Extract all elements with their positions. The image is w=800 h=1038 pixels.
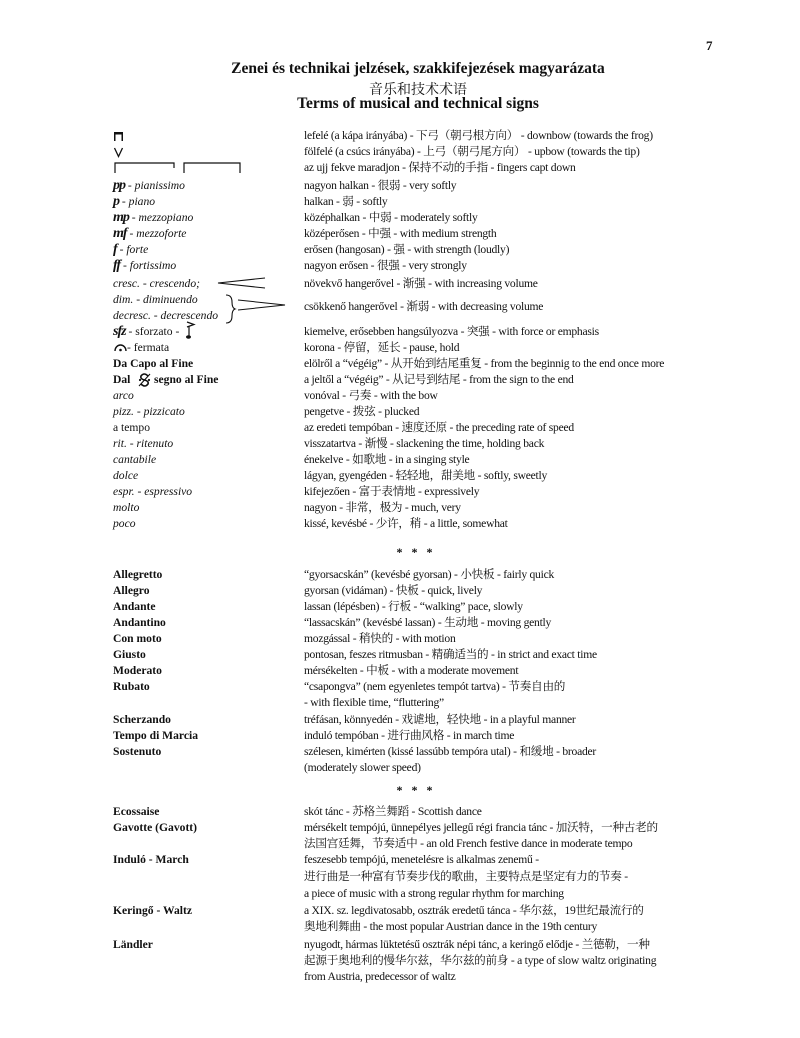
term-label: Allegretto (113, 568, 163, 581)
term-row-mezzopiano (0, 210, 800, 226)
accent-icon (186, 321, 196, 339)
term-desc: kissé, kevésbé - 少许，稍 - a little, somewhat (304, 517, 508, 530)
term-row-espressivo (0, 484, 800, 500)
term-desc: nagyon halkan - 很弱 - very softly (304, 179, 457, 192)
term-label: mp - mezzopiano (113, 210, 194, 225)
term-row-landler-cont2 (0, 969, 800, 985)
term-row-sostenuto-cont (0, 760, 800, 776)
term-desc: kifejezően - 富于表情地 - expressively (304, 485, 480, 498)
term-desc: lágyan, gyengéden - 轻轻地，甜美地 - softly, sweetly (304, 469, 548, 482)
term-desc: az ujj fekve maradjon - 保持不动的手指 - fingers capt down (304, 161, 576, 174)
term-desc: vonóval - 弓奏 - with the bow (304, 389, 438, 402)
term-label: pp - pianissimo (113, 178, 185, 193)
term-desc: lefelé (a kápa irányába) - 下弓（朝弓根方向） - downbow (towards the frog) (304, 129, 653, 142)
term-label: Allegro (113, 584, 150, 597)
term-label: ff - fortissimo (113, 258, 177, 273)
upbow-icon (114, 148, 123, 157)
term-desc: erősen (hangosan) - 强 - with strength (loudly) (304, 243, 510, 256)
term-desc: - with flexible time, “fluttering” (304, 696, 444, 709)
term-label: rit. - ritenuto (113, 437, 174, 450)
term-row-moderato (0, 663, 800, 679)
term-row-waltz-cont (0, 919, 800, 935)
term-desc: a piece of music with a strong regular rhythm for marching (304, 887, 564, 900)
term-row-gavotte (0, 820, 800, 836)
term-row-march-cont (0, 869, 800, 885)
term-label: sfz - sforzato - (113, 324, 180, 339)
term-label: Rubato (113, 680, 150, 693)
term-row-downbow (0, 128, 800, 144)
term-row-waltz (0, 903, 800, 919)
term-desc: pontosan, feszes ritmusban - 精确适当的 - in strict and exact time (304, 648, 597, 661)
term-row-fingers (0, 160, 800, 176)
downbow-icon (114, 132, 123, 141)
term-label: Giusto (113, 648, 146, 661)
term-label: poco (113, 517, 136, 530)
term-row-scherzando (0, 712, 800, 728)
term-desc: középhalkan - 中弱 - moderately softly (304, 211, 478, 224)
term-row-arco (0, 388, 800, 404)
term-label: Andantino (113, 616, 166, 629)
term-label: Tempo di Marcia (113, 729, 199, 742)
term-desc: “csapongva” (nem egyenletes tempót tartva) - 节奏自由的 (304, 680, 566, 693)
term-label: molto (113, 501, 140, 514)
term-desc: mozgással - 稍快的 - with motion (304, 632, 456, 645)
term-label: dolce (113, 469, 139, 482)
term-desc: énekelve - 如歌地 - in a singing style (304, 453, 470, 466)
term-label: Keringő - Waltz (113, 904, 192, 917)
term-row-upbow (0, 144, 800, 160)
term-label: Sostenuto (113, 745, 162, 758)
term-desc: induló tempóban - 进行曲风格 - in march time (304, 729, 515, 742)
term-desc: gyorsan (vidáman) - 快板 - quick, lively (304, 584, 483, 597)
term-desc: az eredeti tempóban - 速度还原 - the preceding rate of speed (304, 421, 574, 434)
term-label: dim. - diminuendo (113, 293, 198, 306)
term-row-giusto (0, 647, 800, 663)
page-number: 7 (706, 38, 713, 53)
term-label: a tempo (113, 421, 151, 434)
term-desc: nyugodt, hármas lüktetésű osztrák népi tánc, a keringő elődje - 兰德勒，一种 (304, 938, 650, 951)
term-row-poco (0, 516, 800, 532)
term-desc: “gyorsacskán” (kevésbé gyorsan) - 小快板 - fairly quick (304, 568, 555, 581)
term-row-gavotte-cont (0, 836, 800, 852)
crescendo-hairpin-icon (218, 278, 266, 288)
term-label: cantabile (113, 453, 157, 466)
term-label: Dal (113, 373, 131, 386)
term-label: Scherzando (113, 713, 171, 726)
term-row-march-cont2 (0, 886, 800, 902)
term-row-con-moto (0, 631, 800, 647)
term-desc: tréfásan, könnyedén - 戏谑地，轻快地 - in a playful manner (304, 713, 576, 726)
term-desc: korona - 停留，延长 - pause, hold (304, 341, 460, 354)
term-label: p - piano (113, 194, 156, 209)
title-english: Terms of musical and technical signs (297, 95, 539, 112)
term-row-fortissimo (0, 258, 800, 274)
term-desc: mérsékelten - 中板 - with a moderate movement (304, 664, 519, 677)
term-row-molto (0, 500, 800, 516)
term-label: Moderato (113, 664, 162, 677)
segno-icon (138, 373, 151, 387)
term-label: Ecossaise (113, 805, 160, 818)
term-row-pianissimo (0, 178, 800, 194)
term-row-forte (0, 242, 800, 258)
term-desc: 起源于奥地利的慢华尔兹，华尔兹的前身 - a type of slow waltz originating (304, 954, 657, 967)
term-desc: pengetve - 拨弦 - plucked (304, 405, 420, 418)
term-desc: visszatartva - 渐慢 - slackening the time, holding back (304, 437, 545, 450)
title-chinese: 音乐和技术术语 (369, 82, 467, 98)
term-row-sforzato (0, 324, 800, 340)
fingers-bracket-icon (114, 162, 242, 174)
term-desc: lassan (lépésben) - 行板 - “walking” pace, slowly (304, 600, 523, 613)
term-label: espr. - espressivo (113, 485, 193, 498)
term-row-fermata (0, 340, 800, 356)
term-row-andante (0, 599, 800, 615)
term-desc: from Austria, predecessor of waltz (304, 970, 456, 983)
term-desc: elölről a “végéig” - 从开始到结尾重复 - from the beginnig to the end once more (304, 357, 665, 370)
term-label: Andante (113, 600, 156, 613)
term-row-landler-cont (0, 953, 800, 969)
term-desc: középerősen - 中强 - with medium strength (304, 227, 497, 240)
term-row-da-capo (0, 356, 800, 372)
section-separator: * * * (396, 545, 436, 559)
term-desc: csökkenő hangerővel - 渐弱 - with decreasing volume (304, 300, 544, 313)
term-desc: nagyon erősen - 很强 - very strongly (304, 259, 467, 272)
title-hungarian: Zenei és technikai jelzések, szakkifejezések magyarázata (231, 60, 605, 77)
term-row-march (0, 852, 800, 868)
term-label: Con moto (113, 632, 162, 645)
term-label: cresc. - crescendo; (113, 277, 201, 290)
term-label: Da Capo al Fine (113, 357, 194, 370)
term-row-rubato (0, 679, 800, 695)
term-label: segno al Fine (154, 373, 219, 386)
term-desc: mérsékelt tempójú, ünnepélyes jellegű régi francia tánc - 加沃特，一种古老的 (304, 821, 658, 834)
term-desc: nagyon - 非常，极为 - much, very (304, 501, 461, 514)
term-row-dal-segno (0, 372, 800, 388)
term-desc: kiemelve, erősebben hangsúlyozva - 突强 - with force or emphasis (304, 325, 599, 338)
term-label: arco (113, 389, 134, 402)
term-desc: (moderately slower speed) (304, 761, 421, 774)
term-desc: fölfelé (a csúcs irányába) - 上弓（朝弓尾方向） - upbow (towards the tip) (304, 145, 640, 158)
term-row-decreasing (0, 299, 800, 315)
term-desc: skót tánc - 苏格兰舞蹈 - Scottish dance (304, 805, 482, 818)
term-row-dolce (0, 468, 800, 484)
term-row-mezzoforte (0, 226, 800, 242)
term-desc: 奥地利舞曲 - the most popular Austrian dance in the 19th century (304, 920, 598, 933)
term-row-allegro (0, 583, 800, 599)
term-desc: a XIX. sz. legdivatosabb, osztrák eredetű tánca - 华尔兹，19世纪最流行的 (304, 904, 644, 917)
term-row-piano (0, 194, 800, 210)
term-desc: 进行曲是一种富有节奏步伐的歌曲，主要特点是坚定有力的节奏 - (304, 870, 628, 883)
term-label: - fermata (127, 341, 170, 354)
term-label: pizz. - pizzicato (113, 405, 185, 418)
term-label: mf - mezzoforte (113, 226, 187, 241)
term-label: Ländler (113, 938, 153, 951)
term-desc: “lassacskán” (kevésbé lassan) - 生动地 - moving gently (304, 616, 552, 629)
term-row-allegretto (0, 567, 800, 583)
term-row-cantabile (0, 452, 800, 468)
term-label: decresc. - decrescendo (113, 309, 219, 322)
term-row-ritenuto (0, 436, 800, 452)
fermata-icon (114, 343, 127, 352)
term-row-tempo-di-marcia (0, 728, 800, 744)
term-row-landler (0, 937, 800, 953)
term-row-ecossaise (0, 804, 800, 820)
term-desc: feszesebb tempójú, menetelésre is alkalmas zenemű - (304, 853, 539, 866)
term-row-andantino (0, 615, 800, 631)
term-row-sostenuto (0, 744, 800, 760)
term-desc: szélesen, kimérten (kissé lassúbb tempóra utal) - 和缓地 - broader (304, 745, 597, 758)
term-desc: a jeltől a “végéig” - 从记号到结尾 - from the sign to the end (304, 373, 574, 386)
term-row-crescendo (0, 276, 800, 292)
term-desc: halkan - 弱 - softly (304, 195, 388, 208)
term-label: f - forte (113, 242, 149, 257)
section-separator: * * * (396, 783, 436, 797)
term-row-rubato-cont (0, 695, 800, 711)
term-label: Gavotte (Gavott) (113, 821, 198, 834)
term-desc: növekvő hangerővel - 渐强 - with increasing volume (304, 277, 538, 290)
term-desc: 法国宫廷舞，节奏适中 - an old French festive dance in moderate tempo (304, 837, 633, 850)
term-row-a-tempo (0, 420, 800, 436)
term-label: Induló - March (113, 853, 189, 866)
term-row-pizzicato (0, 404, 800, 420)
